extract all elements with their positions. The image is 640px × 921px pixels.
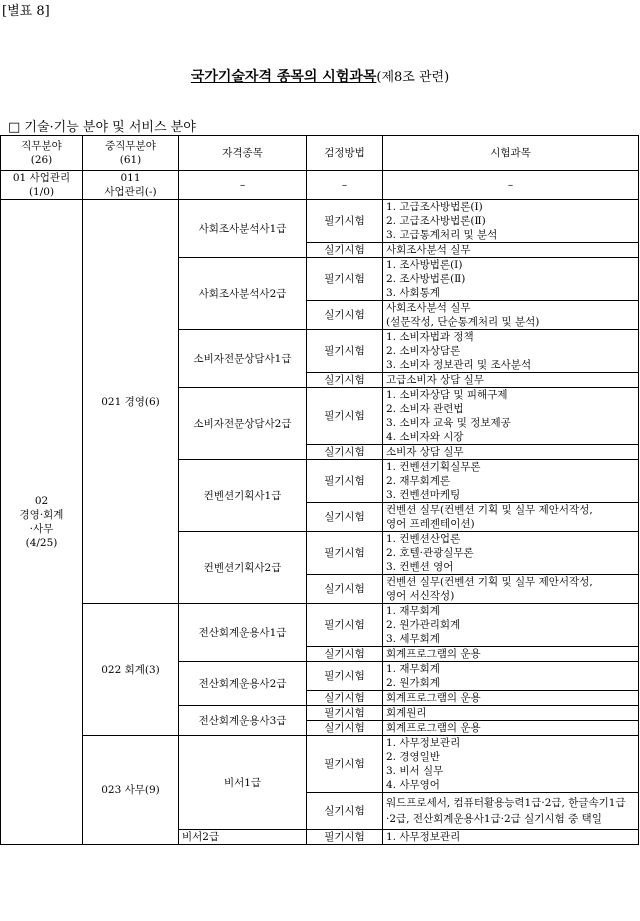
subject-cell: 1. 재무회계 2. 원가관리회계 3. 세무회계 (383, 604, 639, 647)
qualification-cell: 소비자전문상담사1급 (179, 330, 307, 388)
document-title (0, 66, 640, 86)
method-cell: 실기시험 (307, 647, 383, 662)
subject-cell: 컨벤션 실무(컨벤션 기획 및 실무 제안서작성, 영어 프레젠테이션) (383, 503, 639, 532)
method-cell: 필기시험 (307, 200, 383, 243)
subject-cell: 회계프로그램의 운용 (383, 647, 639, 662)
subject-cell: 사회조사분석 실무 (설문작성, 단순통계처리 및 분석) (383, 301, 639, 330)
method-cell: 실기시험 (307, 691, 383, 706)
method-cell: 필기시험 (307, 258, 383, 301)
subject-cell: 1. 고급조사방법론(Ⅰ) 2. 고급조사방법론(Ⅱ) 3. 고급통계처리 및 분석 (383, 200, 639, 243)
qualification-cell: 전산회계운용사3급 (179, 706, 307, 736)
method-cell: 실기시험 (307, 721, 383, 736)
qualification-cell: 컨벤션기획사2급 (179, 532, 307, 604)
method-cell: 필기시험 (307, 706, 383, 721)
subject-cell: 회계원리 (383, 706, 639, 721)
method-cell: 실기시험 (307, 373, 383, 388)
method-cell: 실기시험 (307, 503, 383, 532)
method-cell: 필기시험 (307, 532, 383, 575)
method-cell: 필기시험 (307, 330, 383, 373)
method-cell: 필기시험 (307, 662, 383, 691)
subject-cell: 1. 컨벤션기획실무론 2. 재무회계론 3. 컨벤션마케팅 (383, 460, 639, 503)
subject-cell: 워드프로세서, 컴퓨터활용능력1급·2급, 한글속기1급·2급, 전산회계운용사1급·2급 실기시험 중 택일 (383, 793, 639, 830)
table-header-row (1, 136, 639, 171)
table-row (1, 171, 639, 200)
qualification-cell: – (179, 171, 307, 200)
subject-cell: 1. 사무정보관리 (383, 830, 639, 845)
subject-cell: 1. 소비자법과 정책 2. 소비자상담론 3. 소비자 정보관리 및 조사분석 (383, 330, 639, 373)
subject-cell: 회계프로그램의 운용 (383, 691, 639, 706)
header-method: 검정방법 (307, 136, 383, 171)
annex-label: [별표 8] (2, 4, 50, 19)
method-cell: 필기시험 (307, 736, 383, 793)
method-cell: 실기시험 (307, 793, 383, 830)
qualification-cell: 전산회계운용사2급 (179, 662, 307, 706)
title-main: 국가기술자격 종목의 시험과목 (190, 69, 377, 85)
subject-cell: 1. 사무정보관리 2. 경영일반 3. 비서 실무 4. 사무영어 (383, 736, 639, 793)
sub-field-cell: 011 사업관리(-) (83, 171, 179, 200)
title-note: (제8조 관련) (376, 70, 450, 85)
qualification-cell: 컨벤션기획사1급 (179, 460, 307, 532)
qualification-cell: 비서1급 (179, 736, 307, 830)
method-cell: 필기시험 (307, 604, 383, 647)
sub-field-cell: 021 경영(6) (83, 200, 179, 604)
duty-field-cell: 02 경영·회계 ·사무 (4/25) (1, 200, 83, 845)
qualification-cell: 사회조사분석사1급 (179, 200, 307, 258)
qualification-cell: 사회조사분석사2급 (179, 258, 307, 330)
sub-field-cell: 022 회계(3) (83, 604, 179, 736)
subject-cell: 1. 컨벤션산업론 2. 호텔·관광실무론 3. 컨벤션 영어 (383, 532, 639, 575)
exam-subjects-table (0, 135, 639, 845)
subject-cell: 1. 조사방법론(Ⅰ) 2. 조사방법론(Ⅱ) 3. 사회통계 (383, 258, 639, 301)
qualification-cell: 비서2급 (179, 830, 307, 845)
method-cell: 실기시험 (307, 575, 383, 604)
method-cell: 실기시험 (307, 243, 383, 258)
method-cell: 실기시험 (307, 445, 383, 460)
header-duty-field: 직무분야 (26) (1, 136, 83, 171)
duty-field-cell: 01 사업관리 (1/0) (1, 171, 83, 200)
qualification-cell: 소비자전문상담사2급 (179, 388, 307, 460)
sub-field-cell: 023 사무(9) (83, 736, 179, 845)
header-subjects: 시험과목 (383, 136, 639, 171)
subject-cell: 사회조사분석 실무 (383, 243, 639, 258)
method-cell: 실기시험 (307, 301, 383, 330)
header-sub-field: 중직무분야 (61) (83, 136, 179, 171)
section-heading: □ 기술·기능 분야 및 서비스 분야 (8, 120, 196, 135)
table-row (1, 200, 639, 243)
subject-cell: – (383, 171, 639, 200)
subject-cell: 고급소비자 상담 실무 (383, 373, 639, 388)
method-cell: 필기시험 (307, 460, 383, 503)
table-row (1, 736, 639, 793)
subject-cell: 1. 재무회계 2. 원가회계 (383, 662, 639, 691)
header-qualification: 자격종목 (179, 136, 307, 171)
subject-cell: 1. 소비자상담 및 피해구제 2. 소비자 관련법 3. 소비자 교육 및 정보제공 4. 소비자와 시장 (383, 388, 639, 445)
table-row (1, 604, 639, 647)
subject-cell: 컨벤션 실무(컨벤션 기획 및 실무 제안서작성, 영어 서신작성) (383, 575, 639, 604)
method-cell: – (307, 171, 383, 200)
subject-cell: 소비자 상담 실무 (383, 445, 639, 460)
method-cell: 필기시험 (307, 830, 383, 845)
subject-cell: 회계프로그램의 운용 (383, 721, 639, 736)
qualification-cell: 전산회계운용사1급 (179, 604, 307, 662)
method-cell: 필기시험 (307, 388, 383, 445)
